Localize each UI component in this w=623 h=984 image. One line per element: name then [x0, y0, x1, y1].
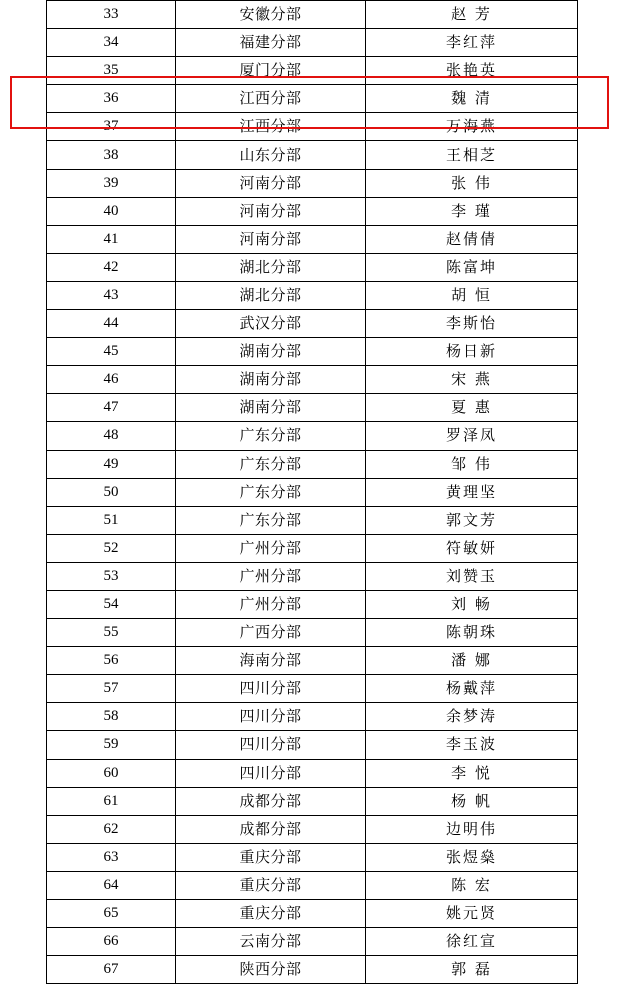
table-row: [47, 57, 578, 85]
row-department-cell: 河南分部: [176, 169, 366, 197]
row-person-name-cell: 李红萍: [366, 29, 578, 57]
row-department-cell: 广州分部: [176, 534, 366, 562]
row-department-cell: 广州分部: [176, 562, 366, 590]
row-department-cell: 广东分部: [176, 506, 366, 534]
row-person-name-cell: 李斯怡: [366, 310, 578, 338]
row-number-cell: 55: [47, 619, 176, 647]
row-number-cell: 63: [47, 843, 176, 871]
row-person-name-cell: 李 瑾: [366, 197, 578, 225]
table-row: [47, 815, 578, 843]
row-department-cell: 广州分部: [176, 590, 366, 618]
row-person-name-cell: 邹 伟: [366, 450, 578, 478]
row-department-cell: 四川分部: [176, 703, 366, 731]
row-person-name-cell: 张煜燊: [366, 843, 578, 871]
row-person-name-cell: 宋 燕: [366, 366, 578, 394]
row-number-cell: 39: [47, 169, 176, 197]
row-person-name-cell: 符敏妍: [366, 534, 578, 562]
row-department-cell: 重庆分部: [176, 871, 366, 899]
table-row: [47, 731, 578, 759]
table-row: [47, 703, 578, 731]
roster-table-body: [47, 1, 578, 984]
row-number-cell: 38: [47, 141, 176, 169]
row-person-name-cell: 魏 清: [366, 85, 578, 113]
table-row: [47, 225, 578, 253]
row-department-cell: 河南分部: [176, 225, 366, 253]
table-row: [47, 310, 578, 338]
row-department-cell: 福建分部: [176, 29, 366, 57]
row-person-name-cell: 姚元贤: [366, 900, 578, 928]
row-number-cell: 64: [47, 871, 176, 899]
row-person-name-cell: 边明伟: [366, 815, 578, 843]
row-number-cell: 57: [47, 675, 176, 703]
row-person-name-cell: 罗泽凤: [366, 422, 578, 450]
table-row: [47, 197, 578, 225]
table-row: [47, 675, 578, 703]
row-person-name-cell: 黄理坚: [366, 478, 578, 506]
row-person-name-cell: 杨 帆: [366, 787, 578, 815]
row-department-cell: 云南分部: [176, 928, 366, 956]
table-row: [47, 900, 578, 928]
row-department-cell: 江西分部: [176, 113, 366, 141]
row-person-name-cell: 杨日新: [366, 338, 578, 366]
row-department-cell: 四川分部: [176, 675, 366, 703]
table-row: [47, 647, 578, 675]
table-row: [47, 281, 578, 309]
table-row: [47, 85, 578, 113]
table-row: [47, 478, 578, 506]
row-person-name-cell: 夏 惠: [366, 394, 578, 422]
row-number-cell: 66: [47, 928, 176, 956]
row-person-name-cell: 赵 芳: [366, 1, 578, 29]
row-department-cell: 广东分部: [176, 450, 366, 478]
row-person-name-cell: 赵倩倩: [366, 225, 578, 253]
row-number-cell: 41: [47, 225, 176, 253]
row-number-cell: 54: [47, 590, 176, 618]
table-row: [47, 366, 578, 394]
row-number-cell: 46: [47, 366, 176, 394]
row-number-cell: 42: [47, 253, 176, 281]
table-row: [47, 169, 578, 197]
row-person-name-cell: 陈朝珠: [366, 619, 578, 647]
row-department-cell: 湖南分部: [176, 338, 366, 366]
table-row: [47, 871, 578, 899]
row-person-name-cell: 杨戴萍: [366, 675, 578, 703]
row-number-cell: 43: [47, 281, 176, 309]
table-row: [47, 590, 578, 618]
row-number-cell: 58: [47, 703, 176, 731]
row-number-cell: 37: [47, 113, 176, 141]
row-department-cell: 安徽分部: [176, 1, 366, 29]
row-department-cell: 海南分部: [176, 647, 366, 675]
table-row: [47, 562, 578, 590]
row-number-cell: 59: [47, 731, 176, 759]
row-number-cell: 60: [47, 759, 176, 787]
row-department-cell: 湖南分部: [176, 394, 366, 422]
roster-table: [46, 0, 578, 984]
table-row: [47, 787, 578, 815]
row-department-cell: 湖南分部: [176, 366, 366, 394]
table-row: [47, 394, 578, 422]
table-row: [47, 113, 578, 141]
row-department-cell: 广东分部: [176, 422, 366, 450]
row-number-cell: 44: [47, 310, 176, 338]
row-number-cell: 56: [47, 647, 176, 675]
row-number-cell: 36: [47, 85, 176, 113]
row-department-cell: 重庆分部: [176, 843, 366, 871]
row-person-name-cell: 张艳英: [366, 57, 578, 85]
row-department-cell: 江西分部: [176, 85, 366, 113]
table-row: [47, 619, 578, 647]
row-person-name-cell: 王相芝: [366, 141, 578, 169]
row-person-name-cell: 胡 恒: [366, 281, 578, 309]
row-number-cell: 35: [47, 57, 176, 85]
row-department-cell: 广西分部: [176, 619, 366, 647]
row-person-name-cell: 徐红宣: [366, 928, 578, 956]
row-department-cell: 重庆分部: [176, 900, 366, 928]
row-number-cell: 61: [47, 787, 176, 815]
table-row: [47, 338, 578, 366]
row-number-cell: 52: [47, 534, 176, 562]
row-person-name-cell: 余梦涛: [366, 703, 578, 731]
row-department-cell: 山东分部: [176, 141, 366, 169]
row-department-cell: 河南分部: [176, 197, 366, 225]
row-person-name-cell: 郭文芳: [366, 506, 578, 534]
row-department-cell: 成都分部: [176, 787, 366, 815]
row-person-name-cell: 张 伟: [366, 169, 578, 197]
row-number-cell: 53: [47, 562, 176, 590]
row-person-name-cell: 郭 磊: [366, 956, 578, 984]
row-number-cell: 65: [47, 900, 176, 928]
row-number-cell: 67: [47, 956, 176, 984]
row-person-name-cell: 陈 宏: [366, 871, 578, 899]
row-number-cell: 51: [47, 506, 176, 534]
table-row: [47, 928, 578, 956]
row-department-cell: 广东分部: [176, 478, 366, 506]
row-person-name-cell: 李 悦: [366, 759, 578, 787]
row-number-cell: 45: [47, 338, 176, 366]
table-row: [47, 759, 578, 787]
row-number-cell: 62: [47, 815, 176, 843]
table-row: [47, 450, 578, 478]
row-department-cell: 武汉分部: [176, 310, 366, 338]
table-row: [47, 843, 578, 871]
row-person-name-cell: 刘 畅: [366, 590, 578, 618]
table-row: [47, 29, 578, 57]
row-person-name-cell: 潘 娜: [366, 647, 578, 675]
table-row: [47, 534, 578, 562]
row-person-name-cell: 刘赞玉: [366, 562, 578, 590]
row-number-cell: 48: [47, 422, 176, 450]
row-person-name-cell: 李玉波: [366, 731, 578, 759]
row-department-cell: 湖北分部: [176, 281, 366, 309]
table-row: [47, 956, 578, 984]
row-person-name-cell: 陈富坤: [366, 253, 578, 281]
row-department-cell: 成都分部: [176, 815, 366, 843]
row-number-cell: 50: [47, 478, 176, 506]
table-row: [47, 141, 578, 169]
row-number-cell: 40: [47, 197, 176, 225]
row-person-name-cell: 万海燕: [366, 113, 578, 141]
row-number-cell: 47: [47, 394, 176, 422]
row-number-cell: 49: [47, 450, 176, 478]
row-number-cell: 33: [47, 1, 176, 29]
table-row: [47, 253, 578, 281]
row-department-cell: 四川分部: [176, 731, 366, 759]
table-row: [47, 1, 578, 29]
table-row: [47, 422, 578, 450]
row-number-cell: 34: [47, 29, 176, 57]
row-department-cell: 四川分部: [176, 759, 366, 787]
table-row: [47, 506, 578, 534]
row-department-cell: 湖北分部: [176, 253, 366, 281]
row-department-cell: 陕西分部: [176, 956, 366, 984]
row-department-cell: 厦门分部: [176, 57, 366, 85]
